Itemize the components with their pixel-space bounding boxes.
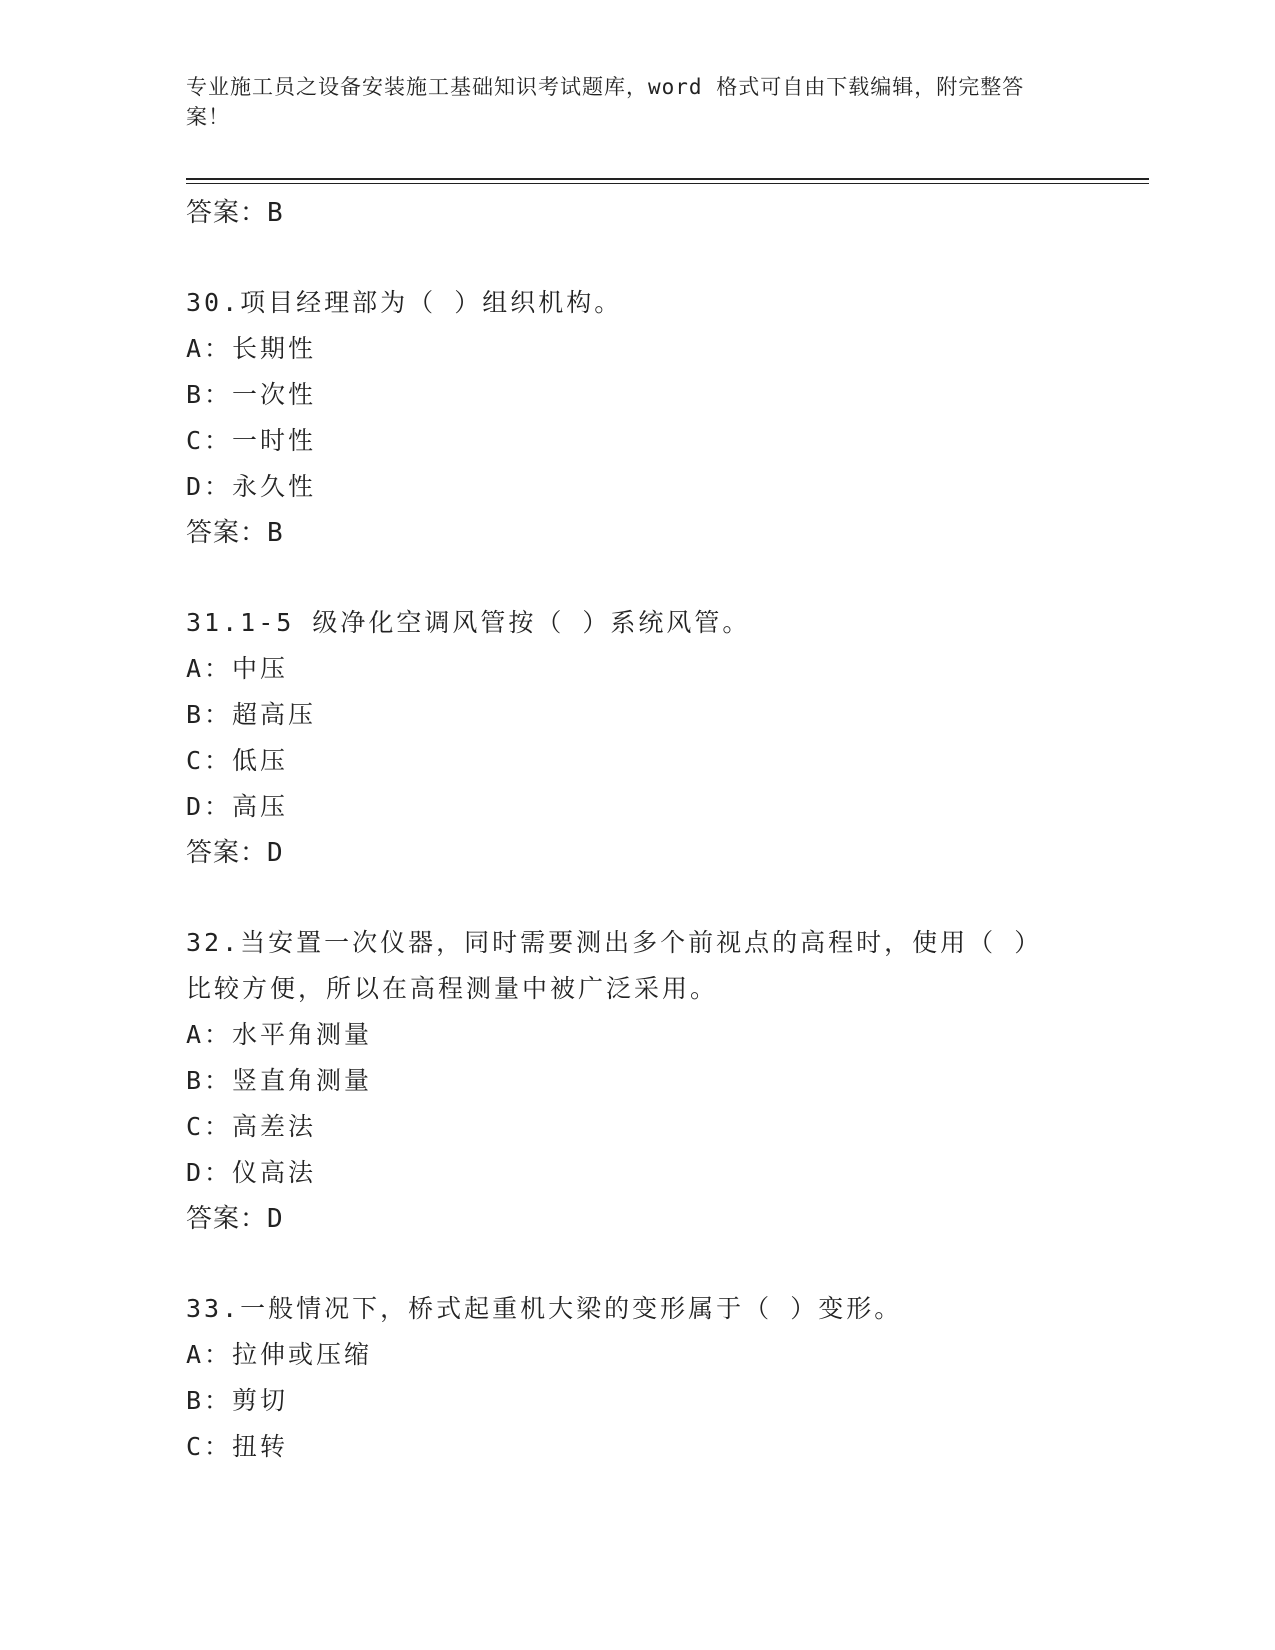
header-text: 专业施工员之设备安装施工基础知识考试题库，word 格式可自由下载编辑，附完整答案！ bbox=[186, 75, 1025, 129]
option-b: B：一次性 bbox=[186, 380, 317, 409]
header-divider-thin bbox=[186, 183, 1149, 184]
option-a: A：长期性 bbox=[186, 334, 317, 363]
answer-label: 答案： bbox=[186, 198, 268, 228]
question-stem: 33.一般情况下，桥式起重机大梁的变形属于（ ）变形。 bbox=[186, 1294, 903, 1323]
option-d: D：高压 bbox=[186, 792, 289, 821]
question-31 bbox=[186, 600, 1066, 876]
question-stem: 31.1-5 级净化空调风管按（ ）系统风管。 bbox=[186, 608, 751, 637]
answer-label: 答案： bbox=[186, 838, 268, 868]
answer-value: B bbox=[267, 198, 284, 228]
question-33 bbox=[186, 1286, 1066, 1470]
answer-line bbox=[186, 830, 1066, 876]
question-list bbox=[186, 190, 1066, 1470]
answer-line bbox=[186, 1196, 1066, 1242]
option-c: C：低压 bbox=[186, 746, 289, 775]
option-a: A：中压 bbox=[186, 654, 289, 683]
answer-value: B bbox=[267, 518, 284, 548]
option-b: B：竖直角测量 bbox=[186, 1066, 373, 1095]
question-stem: 32.当安置一次仪器，同时需要测出多个前视点的高程时，使用（ ）比较方便，所以在高程测量中被广泛采用。 bbox=[186, 928, 1043, 1003]
answer-value: D bbox=[267, 1204, 284, 1234]
header-divider-thick bbox=[186, 178, 1149, 180]
answer-line bbox=[186, 190, 1066, 236]
option-c: C：高差法 bbox=[186, 1112, 317, 1141]
option-a: A：水平角测量 bbox=[186, 1020, 373, 1049]
option-b: B：超高压 bbox=[186, 700, 317, 729]
document-header bbox=[186, 72, 1066, 132]
option-c: C：一时性 bbox=[186, 426, 317, 455]
option-b: B：剪切 bbox=[186, 1386, 289, 1415]
question-stem: 30.项目经理部为（ ）组织机构。 bbox=[186, 288, 623, 317]
answer-label: 答案： bbox=[186, 1204, 268, 1234]
option-a: A：拉伸或压缩 bbox=[186, 1340, 373, 1369]
answer-label: 答案： bbox=[186, 518, 268, 548]
answer-value: D bbox=[267, 838, 284, 868]
option-d: D：永久性 bbox=[186, 472, 317, 501]
answer-line bbox=[186, 510, 1066, 556]
option-c: C：扭转 bbox=[186, 1432, 289, 1461]
question-30 bbox=[186, 280, 1066, 556]
question-32 bbox=[186, 920, 1066, 1242]
option-d: D：仪高法 bbox=[186, 1158, 317, 1187]
